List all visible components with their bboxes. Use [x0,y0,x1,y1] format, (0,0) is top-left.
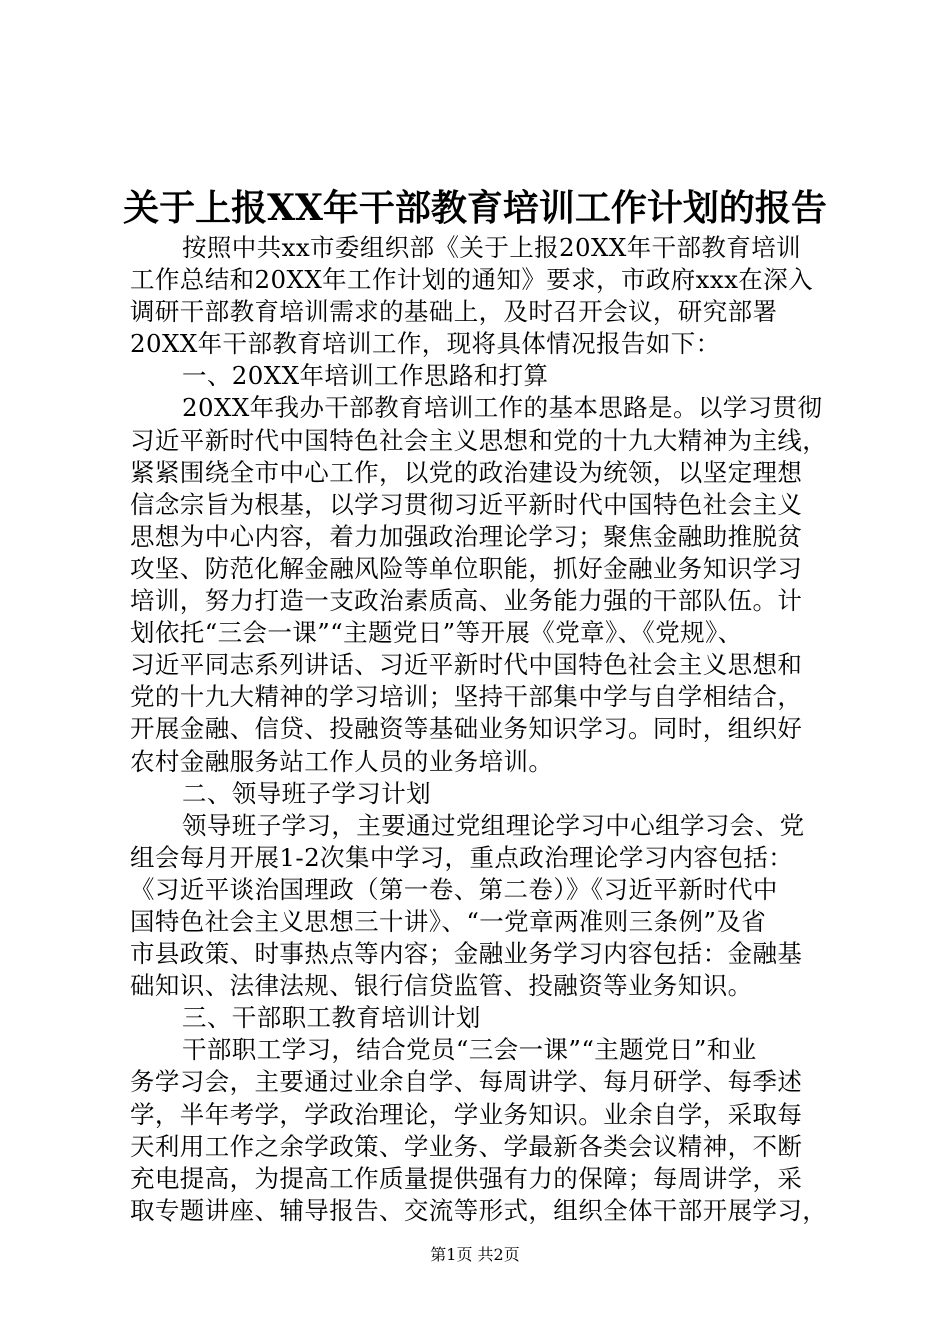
paragraph-line: 划依托“三会一课”“主题党日”等开展《党章》、《党规》、 [130,618,743,648]
paragraph-line: 础知识、法律法规、银行信贷监管、投融资等业务知识。 [130,971,753,1001]
paragraph-line: 农村金融服务站工作人员的业务培训。 [130,746,554,776]
paragraph-line: 领导班子学习，主要通过党组理论学习中心组学习会、党 [182,810,805,840]
paragraph-line: 天利用工作之余学政策、学业务、学最新各类会议精神，不断 [130,1131,803,1161]
paragraph-line: 取专题讲座、辅导报告、交流等形式，组织全体干部开展学习， [130,1195,828,1225]
paragraph-line: 工作总结和20XX年工作计划的通知》要求，市政府xxx在深入 [130,265,814,295]
paragraph-line: 紧紧围绕全市中心工作，以党的政治建设为统领，以坚定理想 [130,457,803,487]
page-number-footer: 第1页 共2页 [430,1245,520,1264]
paragraph-line: 习近平同志系列讲话、习近平新时代中国特色社会主义思想和 [130,650,803,680]
paragraph-line: 习近平新时代中国特色社会主义思想和党的十九大精神为主线， [130,425,828,455]
paragraph-line: 信念宗旨为根基，以学习贯彻习近平新时代中国特色社会主义 [130,489,803,519]
paragraph-line: 组会每月开展1-2次集中学习，重点政治理论学习内容包括： [130,842,794,872]
section-heading: 二、领导班子学习计划 [182,778,431,808]
document-title: 关于上报XX年干部教育培训工作计划的报告 [123,187,827,229]
paragraph-line: 攻坚、防范化解金融风险等单位职能，抓好金融业务知识学习 [130,553,803,583]
section-heading: 三、干部职工教育培训计划 [182,1003,481,1033]
section-heading: 一、20XX年培训工作思路和打算 [182,361,549,391]
paragraph-line: 干部职工学习，结合党员“三会一课”“主题党日”和业 [182,1035,757,1065]
paragraph-line: 调研干部教育培训需求的基础上，及时召开会议，研究部署 [130,297,778,327]
paragraph-line: 《习近平谈治国理政（第一卷、第二卷）》《习近平新时代中 [130,874,778,904]
paragraph-line: 党的十九大精神的学习培训；坚持干部集中学与自学相结合， [130,682,803,712]
paragraph-line: 市县政策、时事热点等内容；金融业务学习内容包括：金融基 [130,939,803,969]
document-body [130,232,830,1227]
paragraph-line: 思想为中心内容，着力加强政治理论学习；聚焦金融助推脱贫 [130,521,803,551]
paragraph-line: 按照中共xx市委组织部《关于上报20XX年干部教育培训 [182,233,801,262]
paragraph-line: 充电提高，为提高工作质量提供强有力的保障；每周讲学，采 [130,1163,803,1193]
paragraph-line: 培训，努力打造一支政治素质高、业务能力强的干部队伍。计 [130,586,803,616]
paragraph-line: 国特色社会主义思想三十讲》、“一党章两准则三条例”及省 [130,906,767,936]
paragraph-line: 20XX年我办干部教育培训工作的基本思路是。以学习贯彻 [182,393,823,423]
paragraph-line: 开展金融、信贷、投融资等基础业务知识学习。同时，组织好 [130,714,803,744]
paragraph-line: 学，半年考学，学政治理论，学业务知识。业余自学，采取每 [130,1099,803,1129]
paragraph-line: 务学习会，主要通过业余自学、每周讲学、每月研学、每季述 [130,1067,803,1097]
paragraph-line: 20XX年干部教育培训工作，现将具体情况报告如下： [130,329,721,359]
